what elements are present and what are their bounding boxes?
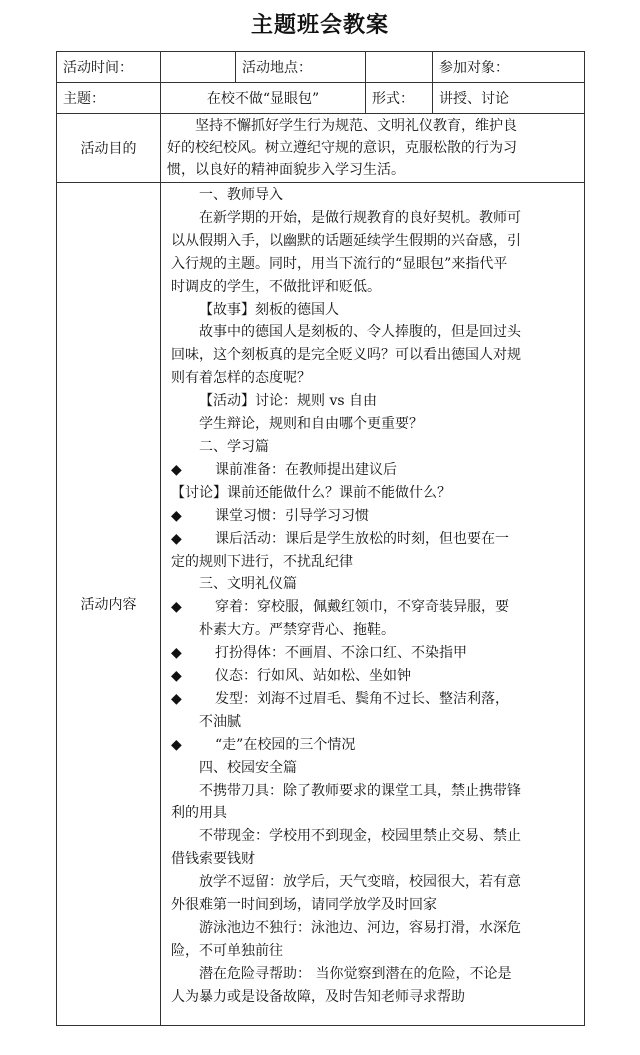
content-text: “走”在校园的三个情况 <box>215 736 356 753</box>
content-line <box>171 276 578 299</box>
content-line <box>171 573 578 596</box>
content-line <box>171 253 578 276</box>
content-line <box>171 917 578 940</box>
content-line <box>171 344 578 367</box>
content-text: 四、校园安全篇 <box>199 759 297 776</box>
content-text: 定的规则下进行，不扰乱纪律 <box>171 553 353 570</box>
content-line <box>171 436 578 459</box>
content-line <box>171 825 578 848</box>
content-text: 【活动】讨论：规则 vs 自由 <box>199 393 377 410</box>
content-line <box>171 963 578 986</box>
content-line <box>171 230 578 253</box>
content-text: 课堂习惯：引导学习习惯 <box>215 507 369 524</box>
goal-row <box>57 114 585 183</box>
content-line <box>171 871 578 894</box>
content-text: 不携带刀具：除了教师要求的课堂工具，禁止携带锋 <box>199 782 521 799</box>
content-row <box>57 183 585 1026</box>
bullet-item <box>171 505 578 528</box>
theme-label: 主题： <box>57 83 161 114</box>
content-text: 课前准备：在教师提出建议后 <box>215 461 397 478</box>
content-text: 发型：刘海不过眉毛、鬓角不过长、整洁利落， <box>215 690 509 707</box>
content-text: 二、学习篇 <box>199 438 269 455</box>
content-text: 仪态：行如风、站如松、坐如钟 <box>215 668 411 685</box>
content-line <box>171 390 578 413</box>
content-text: 时调皮的学生，不做批评和贬低。 <box>171 278 381 295</box>
goal-text <box>161 114 585 183</box>
content-line <box>171 551 578 574</box>
content-text: 打扮得体：不画眉、不涂口红、不染指甲 <box>215 645 467 662</box>
content-line <box>171 757 578 780</box>
diamond-icon: ◆ <box>171 736 182 753</box>
content-line <box>171 184 578 207</box>
content-body <box>161 183 585 1026</box>
content-text: 一、教师导入 <box>199 187 283 203</box>
content-line <box>171 207 578 230</box>
content-line <box>171 986 578 1009</box>
document-title: 主题班会教案 <box>250 13 389 38</box>
content-line <box>171 299 578 322</box>
activity-place-value <box>366 52 433 83</box>
bullet-item <box>171 688 578 711</box>
goal-label: 活动目的 <box>57 114 161 183</box>
content-text: 三、文明礼仪篇 <box>199 576 297 593</box>
diamond-icon: ◆ <box>171 668 182 685</box>
content-label: 活动内容 <box>57 183 161 1026</box>
content-line <box>171 482 578 505</box>
content-text: 外很难第一时间到场，请同学放学及时回家 <box>171 897 437 914</box>
bullet-item <box>171 528 578 551</box>
content-line <box>171 711 578 734</box>
info-row <box>57 52 585 83</box>
diamond-icon: ◆ <box>171 507 182 524</box>
content-line <box>171 848 578 871</box>
content-text: 不带现金：学校用不到现金，校园里禁止交易、禁止 <box>199 828 521 845</box>
content-text: 学生辩论，规则和自由哪个更重要？ <box>199 416 423 433</box>
content-text: 在新学期的开始，是做行规教育的良好契机。教师可 <box>199 209 521 226</box>
content-text: 课后活动：课后是学生放松的时刻，但也要在一 <box>215 530 509 547</box>
content-line <box>171 780 578 803</box>
content-text: 穿着：穿校服，佩戴红领巾，不穿奇装异服，要 <box>215 599 509 616</box>
content-text: 险，不可单独前往 <box>171 942 283 959</box>
content-text: 则有着怎样的态度呢？ <box>171 370 311 387</box>
content-text: 借钱索要钱财 <box>171 851 255 868</box>
content-text: 入行规的主题。同时，用当下流行的“显眼包”来指代平 <box>171 255 508 272</box>
content-text: 以从假期入手，以幽默的话题延续学生假期的兴奋感，引 <box>171 232 521 249</box>
form-label: 形式： <box>366 83 433 114</box>
form-value: 讲授、讨论 <box>433 83 585 114</box>
diamond-icon: ◆ <box>171 690 182 707</box>
bullet-item <box>171 596 578 619</box>
goal-line: 惯，以良好的精神面貌步入学习生活。 <box>167 162 405 178</box>
goal-line: 好的校纪校风。树立遵纪守规的意识，克服松散的行为习 <box>167 140 517 156</box>
activity-time-label: 活动时间： <box>57 52 161 83</box>
lesson-plan-table <box>56 51 585 1026</box>
content-line <box>171 321 578 344</box>
content-text: 放学不逗留：放学后，天气变暗，校园很大，若有意 <box>199 874 521 891</box>
bullet-item <box>171 459 578 482</box>
bullet-item <box>171 665 578 688</box>
content-line <box>171 894 578 917</box>
theme-value: 在校不做“显眼包” <box>161 83 366 114</box>
content-text: 人为暴力或是设备故障，及时告知老师寻求帮助 <box>171 988 465 1005</box>
activity-place-label: 活动地点： <box>236 52 366 83</box>
diamond-icon: ◆ <box>171 461 182 478</box>
content-text: 朴素大方。严禁穿背心、拖鞋。 <box>199 622 395 639</box>
content-text: 故事中的德国人是刻板的、令人捧腹的，但是回过头 <box>199 324 521 341</box>
participants-label: 参加对象： <box>433 52 585 83</box>
content-text: 回味，这个刻板真的是完全贬义吗？可以看出德国人对规 <box>171 347 521 364</box>
content-text: 不油腻 <box>199 713 241 730</box>
content-text: 潜在危险寻帮助： 当你觉察到潜在的危险，不论是 <box>199 965 512 982</box>
bullet-item <box>171 642 578 665</box>
content-line <box>171 802 578 825</box>
diamond-icon: ◆ <box>171 645 182 662</box>
activity-time-value <box>161 52 236 83</box>
goal-line: 坚持不懈抓好学生行为规范、文明礼仪教育，维护良 <box>195 118 517 134</box>
content-line <box>171 940 578 963</box>
content-text: 【讨论】课前还能做什么？课前不能做什么？ <box>171 484 451 501</box>
content-line <box>171 367 578 390</box>
content-text: 利的用具 <box>171 805 227 822</box>
diamond-icon: ◆ <box>171 530 182 547</box>
content-line <box>171 619 578 642</box>
content-text: 【故事】刻板的德国人 <box>199 301 339 318</box>
content-text: 游泳池边不独行：泳池边、河边，容易打滑，水深危 <box>199 920 521 936</box>
content-line <box>171 413 578 436</box>
bullet-item <box>171 734 578 757</box>
theme-row <box>57 83 585 114</box>
diamond-icon: ◆ <box>171 599 182 616</box>
